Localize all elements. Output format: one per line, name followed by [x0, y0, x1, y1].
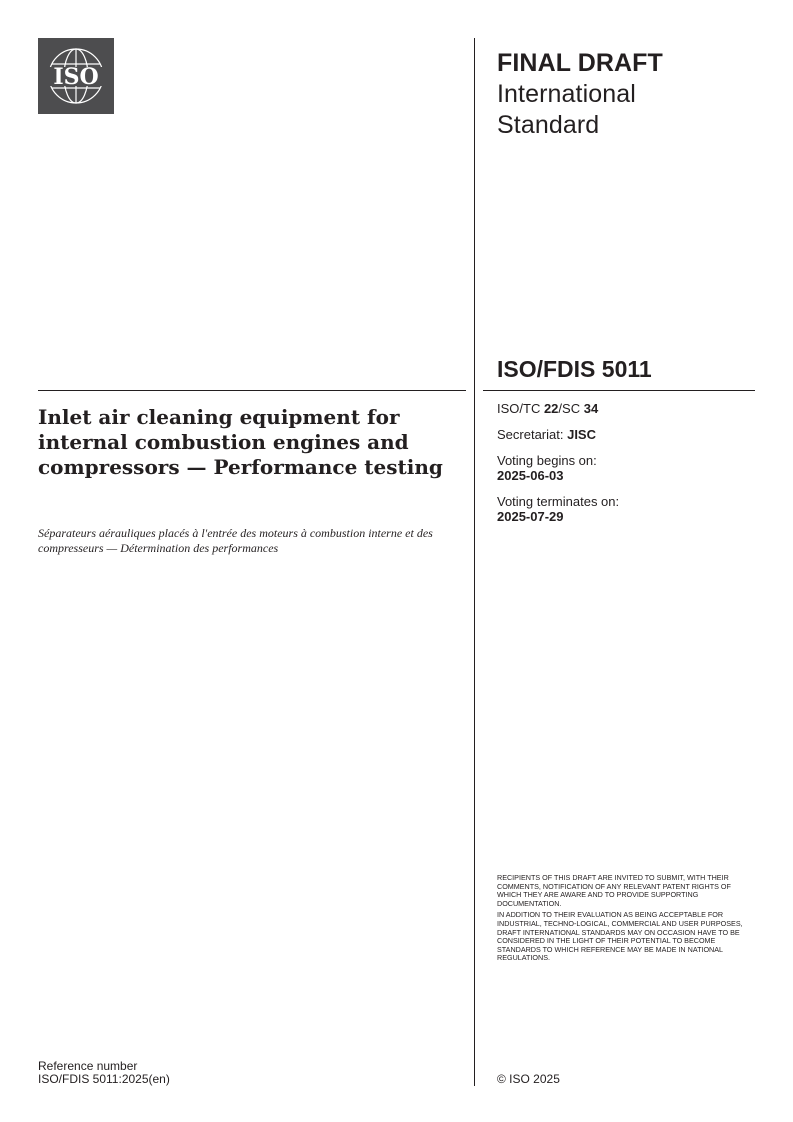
- stage-line: FINAL DRAFT: [497, 49, 663, 77]
- reference-value: ISO/FDIS 5011:2025(en): [38, 1072, 170, 1086]
- sc-number: 34: [583, 401, 599, 416]
- right-horizontal-rule: [483, 390, 755, 391]
- reference-label: Reference number: [38, 1059, 138, 1073]
- voting-begins-row: [497, 453, 747, 483]
- voting-ends-row: [497, 494, 747, 524]
- secretariat-row: [497, 427, 747, 442]
- secretariat-label: Secretariat:: [497, 427, 568, 442]
- type-line-2: Standard: [497, 111, 600, 139]
- committee-row: [497, 401, 747, 416]
- english-title: Inlet air cleaning equipment for internal combustion engines and compressors — Performance testing: [38, 405, 443, 479]
- voting-ends-label: Voting terminates on:: [497, 494, 620, 509]
- tc-number: 22: [543, 401, 559, 416]
- notice-patent: RECIPIENTS OF THIS DRAFT ARE INVITED TO SUBMIT, WITH THEIR COMMENTS, NOTIFICATION OF ANY RELEVANT PATENT RIGHTS OF WHICH THEY ARE AWARE AND TO PROVIDE SUPPORTING DOCUMENTATION.: [497, 873, 731, 908]
- notice-evaluation: IN ADDITION TO THEIR EVALUATION AS BEING ACCEPTABLE FOR INDUSTRIAL, TECHNO-LOGICAL, COMMERCIAL AND USER PURPOSES, DRAFT INTERNATIONAL STANDARDS MAY ON OCCASION HAVE TO BE CONSIDERED IN THE LIGHT OF THEIR POTENTIAL TO BECOME STANDARDS TO WHICH REFERENCE MAY BE MADE IN NATIONAL REGULATIONS.: [497, 910, 743, 963]
- voting-ends-date: 2025-07-29: [497, 509, 564, 524]
- document-number: ISO/FDIS 5011: [497, 356, 652, 382]
- secretariat-value: JISC: [567, 427, 596, 442]
- logo-text: ISO: [53, 64, 99, 90]
- voting-begins-date: 2025-06-03: [497, 468, 564, 483]
- voting-begins-label: Voting begins on:: [497, 453, 597, 468]
- reference-number-block: [38, 1060, 170, 1086]
- vertical-divider: [474, 38, 475, 1086]
- draft-notice: [497, 874, 752, 966]
- iso-globe-icon: [38, 38, 114, 114]
- copyright: © ISO 2025: [497, 1072, 560, 1086]
- committee-prefix: ISO/TC: [497, 401, 544, 416]
- french-title: Séparateurs aérauliques placés à l'entrée des moteurs à combustion interne et des compresseurs — Détermination des performances: [38, 526, 433, 555]
- iso-logo: [38, 38, 114, 114]
- type-line-1: International: [497, 80, 636, 108]
- document-metadata: [497, 401, 747, 535]
- sc-prefix: /SC: [558, 401, 584, 416]
- document-stage-title: [497, 48, 663, 141]
- left-horizontal-rule: [38, 390, 466, 391]
